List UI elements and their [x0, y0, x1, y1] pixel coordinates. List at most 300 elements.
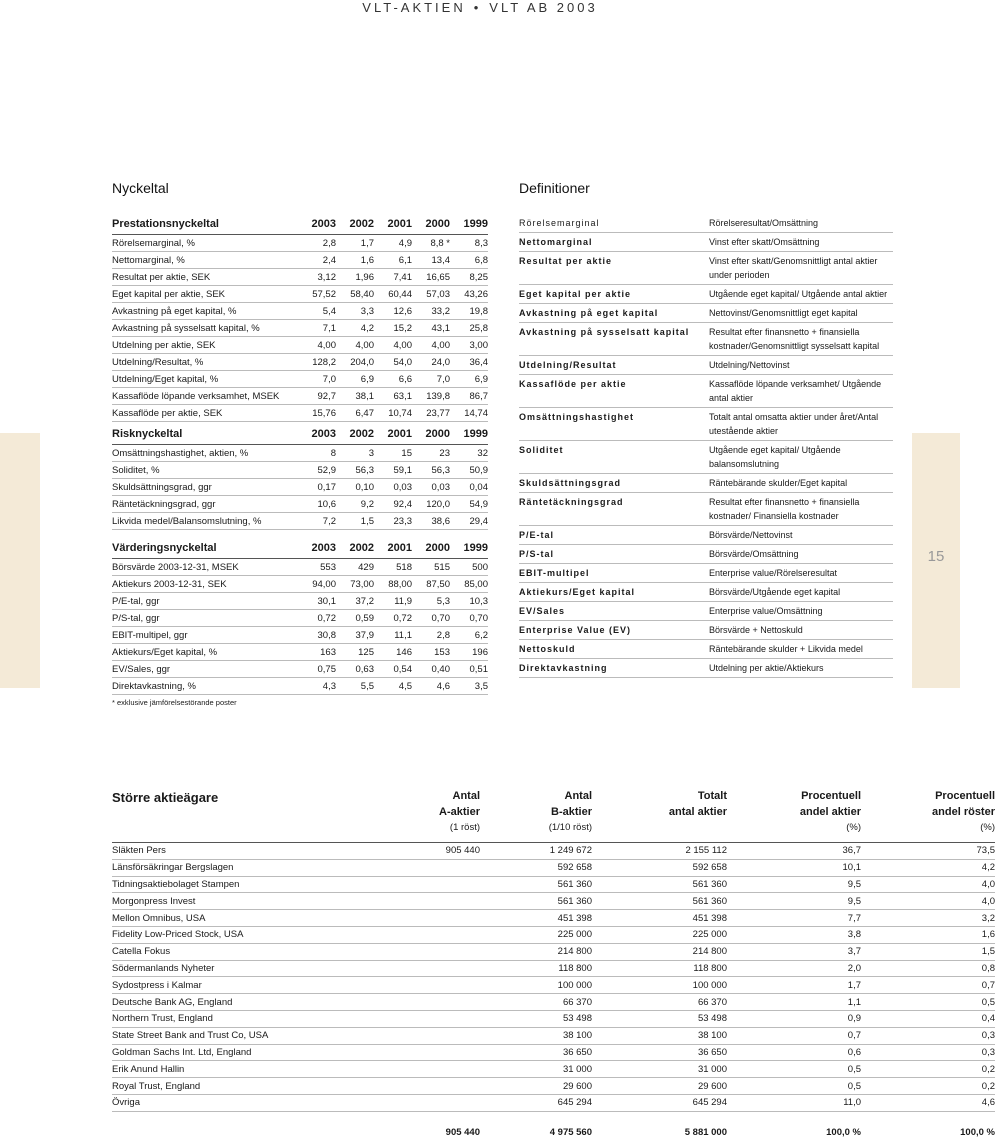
row-value: 52,9	[298, 462, 336, 479]
row-value: 87,50	[412, 576, 450, 593]
definition-row	[519, 474, 893, 493]
row-value: 0,59	[336, 610, 374, 627]
definition-text: Börsvärde/Utgående eget kapital	[709, 583, 893, 602]
row-label: P/E-tal, ggr	[112, 593, 298, 610]
table-row	[112, 678, 488, 695]
owner-name: Länsförsäkringar Bergslagen	[112, 859, 350, 876]
row-value: 8,3	[450, 235, 488, 252]
definition-text: Enterprise value/Rörelseresultat	[709, 564, 893, 583]
row-value: 3	[336, 445, 374, 462]
owner-value: 3,2	[861, 910, 995, 927]
owner-name: Goldman Sachs Int. Ltd, England	[112, 1044, 350, 1061]
row-value: 2,4	[298, 252, 336, 269]
definition-row	[519, 640, 893, 659]
total-value: 5 881 000	[684, 1126, 727, 1138]
owner-value: 561 360	[480, 893, 592, 910]
row-value: 125	[336, 644, 374, 661]
row-label: Utdelning/Resultat, %	[112, 354, 298, 371]
owners-column-header	[592, 822, 727, 843]
definition-row	[519, 214, 893, 233]
year-header: 2003	[298, 538, 336, 559]
definition-row	[519, 304, 893, 323]
row-value: 146	[374, 644, 412, 661]
row-value: 43,1	[412, 320, 450, 337]
owners-column-header: andel röster	[932, 806, 995, 818]
definition-term: Soliditet	[519, 441, 709, 474]
table-row	[112, 405, 488, 422]
table-row	[112, 354, 488, 371]
definition-text: Räntebärande skulder + Likvida medel	[709, 640, 893, 659]
table-row	[112, 610, 488, 627]
varde-table	[112, 538, 488, 695]
row-value: 37,9	[336, 627, 374, 644]
table-heading: Prestationsnyckeltal	[112, 214, 298, 235]
row-label: Nettomarginal, %	[112, 252, 298, 269]
row-value: 4,9	[374, 235, 412, 252]
year-header: 2003	[298, 214, 336, 235]
year-header: 2002	[336, 214, 374, 235]
row-value: 3,00	[450, 337, 488, 354]
owner-value	[350, 1044, 480, 1061]
total-value: 4 975 560	[549, 1126, 592, 1138]
row-label: Avkastning på eget kapital, %	[112, 303, 298, 320]
owner-value: 4,6	[861, 1094, 995, 1111]
definition-term: P/S-tal	[519, 545, 709, 564]
row-value: 6,1	[374, 252, 412, 269]
row-value: 23	[412, 445, 450, 462]
owner-value: 0,5	[727, 1061, 861, 1078]
owner-row	[112, 1044, 995, 1061]
row-label: Kassaflöde per aktie, SEK	[112, 405, 298, 422]
row-value: 1,96	[336, 269, 374, 286]
owner-name: Northern Trust, England	[112, 1010, 350, 1027]
definitions-table	[519, 214, 893, 678]
definition-term: Nettoskuld	[519, 640, 709, 659]
row-value: 59,1	[374, 462, 412, 479]
definition-row	[519, 356, 893, 375]
owner-row	[112, 1061, 995, 1078]
definition-text: Vinst efter skatt/Omsättning	[709, 233, 893, 252]
table-heading: Risknyckeltal	[112, 424, 298, 445]
row-label: EBIT-multipel, ggr	[112, 627, 298, 644]
owner-value: 592 658	[592, 859, 727, 876]
definition-text: Resultat efter finansnetto + finansiella kostnader/ Finansiella kostnader	[709, 493, 893, 526]
row-value: 30,8	[298, 627, 336, 644]
row-value: 500	[450, 559, 488, 576]
definition-row	[519, 285, 893, 304]
row-value: 33,2	[412, 303, 450, 320]
definition-term: EV/Sales	[519, 602, 709, 621]
table-row	[112, 286, 488, 303]
row-value: 518	[374, 559, 412, 576]
row-label: Resultat per aktie, SEK	[112, 269, 298, 286]
definition-row	[519, 583, 893, 602]
table-header-row	[112, 214, 488, 235]
definition-row	[519, 493, 893, 526]
row-value: 58,40	[336, 286, 374, 303]
row-value: 0,40	[412, 661, 450, 678]
owner-row	[112, 1094, 995, 1111]
definition-term: Avkastning på eget kapital	[519, 304, 709, 323]
definition-text: Utgående eget kapital/ Utgående balansomslutning	[709, 441, 893, 474]
row-value: 73,00	[336, 576, 374, 593]
row-value: 30,1	[298, 593, 336, 610]
definition-term: Kassaflöde per aktie	[519, 375, 709, 408]
owner-value: 451 398	[480, 910, 592, 927]
definition-row	[519, 252, 893, 285]
table-heading: Värderingsnyckeltal	[112, 538, 298, 559]
owner-value: 0,6	[727, 1044, 861, 1061]
year-header: 2002	[336, 424, 374, 445]
table-row	[112, 496, 488, 513]
row-value: 50,9	[450, 462, 488, 479]
definition-term: P/E-tal	[519, 526, 709, 545]
row-value: 10,74	[374, 405, 412, 422]
row-value: 128,2	[298, 354, 336, 371]
row-label: Börsvärde 2003-12-31, MSEK	[112, 559, 298, 576]
row-label: EV/Sales, ggr	[112, 661, 298, 678]
owner-value: 214 800	[480, 943, 592, 960]
nyckeltal-title: Nyckeltal	[112, 180, 169, 196]
header-left: VLT-AKTIEN	[362, 0, 466, 15]
definition-text: Resultat efter finansnetto + finansiella kostnader/Genomsnittligt sysselsatt kapital	[709, 323, 893, 356]
owner-value: 592 658	[480, 859, 592, 876]
definition-text: Utdelning/Nettovinst	[709, 356, 893, 375]
row-value: 0,03	[374, 479, 412, 496]
page-number: 15	[927, 548, 945, 565]
definition-term: Omsättningshastighet	[519, 408, 709, 441]
table-row	[112, 320, 488, 337]
table-row	[112, 445, 488, 462]
row-label: Rörelsemarginal, %	[112, 235, 298, 252]
owner-value: 0,7	[861, 977, 995, 994]
row-value: 1,7	[336, 235, 374, 252]
owners-header-row	[112, 806, 995, 822]
owners-column-header: (%)	[727, 822, 861, 843]
owner-value: 31 000	[592, 1061, 727, 1078]
definition-term: Direktavkastning	[519, 659, 709, 678]
table-row	[112, 337, 488, 354]
row-value: 6,2	[450, 627, 488, 644]
row-value: 8	[298, 445, 336, 462]
owner-value: 1 249 672	[480, 843, 592, 860]
owner-value: 53 498	[480, 1010, 592, 1027]
owner-value: 3,7	[727, 943, 861, 960]
row-value: 7,0	[412, 371, 450, 388]
owners-column-header: Antal	[564, 790, 592, 802]
definition-row	[519, 602, 893, 621]
owner-value: 0,5	[861, 994, 995, 1011]
owner-row	[112, 859, 995, 876]
owner-value: 3,8	[727, 926, 861, 943]
owner-row	[112, 1010, 995, 1027]
row-value: 8,8 *	[412, 235, 450, 252]
row-value: 37,2	[336, 593, 374, 610]
owner-row	[112, 960, 995, 977]
header-separator: •	[473, 0, 482, 15]
row-value: 57,52	[298, 286, 336, 303]
owner-name: Sydostpress i Kalmar	[112, 977, 350, 994]
year-header: 2000	[412, 424, 450, 445]
definition-row	[519, 545, 893, 564]
row-value: 24,0	[412, 354, 450, 371]
left-margin-tab	[0, 433, 40, 688]
table-row	[112, 627, 488, 644]
owner-row	[112, 926, 995, 943]
owner-value: 1,1	[727, 994, 861, 1011]
owners-column-header: (1 röst)	[350, 822, 480, 843]
definition-text: Utgående eget kapital/ Utgående antal aktier	[709, 285, 893, 304]
year-header: 2001	[374, 214, 412, 235]
row-value: 7,0	[298, 371, 336, 388]
owner-value	[350, 994, 480, 1011]
definition-term: EBIT-multipel	[519, 564, 709, 583]
owner-value: 0,9	[727, 1010, 861, 1027]
definition-term: Enterprise Value (EV)	[519, 621, 709, 640]
row-value: 25,8	[450, 320, 488, 337]
owner-value	[350, 1094, 480, 1111]
row-value: 120,0	[412, 496, 450, 513]
row-value: 0,75	[298, 661, 336, 678]
row-label: Aktiekurs 2003-12-31, SEK	[112, 576, 298, 593]
owner-value: 7,7	[727, 910, 861, 927]
header-right: VLT AB 2003	[489, 0, 598, 15]
owner-row	[112, 893, 995, 910]
definition-row	[519, 659, 893, 678]
owner-row	[112, 977, 995, 994]
owner-value: 118 800	[480, 960, 592, 977]
owner-value: 36 650	[592, 1044, 727, 1061]
definition-text: Utdelning per aktie/Aktiekurs	[709, 659, 893, 678]
row-value: 19,8	[450, 303, 488, 320]
owner-value: 0,8	[861, 960, 995, 977]
row-value: 0,70	[450, 610, 488, 627]
owner-value: 225 000	[480, 926, 592, 943]
row-value: 4,00	[412, 337, 450, 354]
definition-text: Nettovinst/Genomsnittligt eget kapital	[709, 304, 893, 323]
row-value: 1,6	[336, 252, 374, 269]
owner-value: 225 000	[592, 926, 727, 943]
year-header: 1999	[450, 424, 488, 445]
row-value: 3,3	[336, 303, 374, 320]
row-value: 15,2	[374, 320, 412, 337]
owners-column-header: Totalt	[697, 790, 727, 802]
row-value: 4,5	[374, 678, 412, 695]
row-value: 94,00	[298, 576, 336, 593]
table-row	[112, 559, 488, 576]
row-value: 0,54	[374, 661, 412, 678]
row-value: 86,7	[450, 388, 488, 405]
owner-name: Deutsche Bank AG, England	[112, 994, 350, 1011]
row-value: 0,51	[450, 661, 488, 678]
definition-row	[519, 441, 893, 474]
owner-value: 0,7	[727, 1027, 861, 1044]
row-value: 54,0	[374, 354, 412, 371]
owner-value: 36,7	[727, 843, 861, 860]
row-value: 5,4	[298, 303, 336, 320]
owner-value	[350, 1010, 480, 1027]
definition-row	[519, 621, 893, 640]
table-header-row	[112, 538, 488, 559]
row-value: 7,1	[298, 320, 336, 337]
owner-value: 0,3	[861, 1027, 995, 1044]
owner-value: 2 155 112	[592, 843, 727, 860]
row-value: 0,70	[412, 610, 450, 627]
row-value: 38,1	[336, 388, 374, 405]
owner-value: 1,7	[727, 977, 861, 994]
owner-name: State Street Bank and Trust Co, USA	[112, 1027, 350, 1044]
owner-value: 0,2	[861, 1078, 995, 1095]
row-label: Aktiekurs/Eget kapital, %	[112, 644, 298, 661]
table-row	[112, 644, 488, 661]
row-value: 11,1	[374, 627, 412, 644]
owners-column-header: (1/10 röst)	[480, 822, 592, 843]
row-value: 11,9	[374, 593, 412, 610]
owner-value: 38 100	[480, 1027, 592, 1044]
definition-text: Totalt antal omsatta aktier under året/Antal utestående aktier	[709, 408, 893, 441]
row-value: 43,26	[450, 286, 488, 303]
owners-header-row	[112, 790, 995, 806]
row-label: Utdelning per aktie, SEK	[112, 337, 298, 354]
owner-value: 451 398	[592, 910, 727, 927]
row-value: 8,25	[450, 269, 488, 286]
owners-header-row	[112, 822, 995, 843]
definition-term: Utdelning/Resultat	[519, 356, 709, 375]
year-header: 2001	[374, 538, 412, 559]
owner-row	[112, 843, 995, 860]
definition-row	[519, 408, 893, 441]
row-value: 13,4	[412, 252, 450, 269]
footnote: * exklusive jämförelsestörande poster	[112, 698, 237, 707]
owners-table	[112, 790, 995, 1138]
definition-term: Resultat per aktie	[519, 252, 709, 285]
row-value: 29,4	[450, 513, 488, 530]
owner-value	[350, 960, 480, 977]
owner-row	[112, 994, 995, 1011]
definition-term: Aktiekurs/Eget kapital	[519, 583, 709, 602]
row-label: Utdelning/Eget kapital, %	[112, 371, 298, 388]
row-label: Skuldsättningsgrad, ggr	[112, 479, 298, 496]
row-value: 4,00	[374, 337, 412, 354]
definition-row	[519, 526, 893, 545]
table-row	[112, 303, 488, 320]
row-value: 85,00	[450, 576, 488, 593]
row-value: 0,17	[298, 479, 336, 496]
prestation-table	[112, 214, 488, 422]
row-value: 63,1	[374, 388, 412, 405]
owner-value: 4,0	[861, 893, 995, 910]
row-label: Räntetäckningsgrad, ggr	[112, 496, 298, 513]
definition-text: Börsvärde + Nettoskuld	[709, 621, 893, 640]
owner-value: 561 360	[480, 876, 592, 893]
row-value: 54,9	[450, 496, 488, 513]
definition-text: Räntebärande skulder/Eget kapital	[709, 474, 893, 493]
row-value: 10,6	[298, 496, 336, 513]
owner-value: 29 600	[480, 1078, 592, 1095]
row-value: 7,41	[374, 269, 412, 286]
row-value: 2,8	[298, 235, 336, 252]
row-value: 14,74	[450, 405, 488, 422]
row-value: 1,5	[336, 513, 374, 530]
owner-name: Tidningsaktiebolaget Stampen	[112, 876, 350, 893]
owner-value: 4,0	[861, 876, 995, 893]
table-row	[112, 235, 488, 252]
row-value: 4,3	[298, 678, 336, 695]
row-value: 23,77	[412, 405, 450, 422]
year-header: 1999	[450, 538, 488, 559]
owner-name: Mellon Omnibus, USA	[112, 910, 350, 927]
year-header: 2000	[412, 214, 450, 235]
definition-row	[519, 233, 893, 252]
definition-row	[519, 564, 893, 583]
owner-value: 1,5	[861, 943, 995, 960]
row-value: 9,2	[336, 496, 374, 513]
owner-value	[350, 1061, 480, 1078]
owner-name: Släkten Pers	[112, 843, 350, 860]
row-value: 4,00	[298, 337, 336, 354]
owners-column-header: andel aktier	[799, 806, 861, 818]
owner-value: 66 370	[592, 994, 727, 1011]
owner-name: Royal Trust, England	[112, 1078, 350, 1095]
row-value: 6,47	[336, 405, 374, 422]
row-value: 88,00	[374, 576, 412, 593]
row-value: 429	[336, 559, 374, 576]
owner-value: 100 000	[480, 977, 592, 994]
owners-column-header: antal aktier	[668, 806, 727, 818]
table-row	[112, 388, 488, 405]
owner-value	[350, 876, 480, 893]
table-row	[112, 479, 488, 496]
definition-term: Rörelsemarginal	[519, 214, 709, 233]
table-row	[112, 371, 488, 388]
owner-name: Södermanlands Nyheter	[112, 960, 350, 977]
total-value: 100,0 %	[826, 1126, 861, 1138]
row-label: P/S-tal, ggr	[112, 610, 298, 627]
row-value: 38,6	[412, 513, 450, 530]
owner-name: Catella Fokus	[112, 943, 350, 960]
owners-column-header: Antal	[452, 790, 480, 802]
definition-text: Börsvärde/Nettovinst	[709, 526, 893, 545]
table-row	[112, 661, 488, 678]
definition-row	[519, 323, 893, 356]
owners-total-row	[112, 1111, 995, 1138]
owner-value	[350, 977, 480, 994]
table-row	[112, 269, 488, 286]
owner-row	[112, 1027, 995, 1044]
year-header: 2003	[298, 424, 336, 445]
row-value: 5,5	[336, 678, 374, 695]
owner-value: 0,2	[861, 1061, 995, 1078]
owner-value: 0,5	[727, 1078, 861, 1095]
year-header: 2002	[336, 538, 374, 559]
owner-value	[350, 943, 480, 960]
row-value: 0,10	[336, 479, 374, 496]
row-value: 204,0	[336, 354, 374, 371]
owner-row	[112, 910, 995, 927]
owner-value: 561 360	[592, 893, 727, 910]
row-value: 6,9	[336, 371, 374, 388]
row-value: 3,12	[298, 269, 336, 286]
table-row	[112, 513, 488, 530]
row-value: 0,04	[450, 479, 488, 496]
row-value: 553	[298, 559, 336, 576]
row-value: 0,72	[374, 610, 412, 627]
owner-value: 38 100	[592, 1027, 727, 1044]
row-value: 0,72	[298, 610, 336, 627]
definition-row	[519, 375, 893, 408]
definition-term: Eget kapital per aktie	[519, 285, 709, 304]
owner-value: 1,6	[861, 926, 995, 943]
